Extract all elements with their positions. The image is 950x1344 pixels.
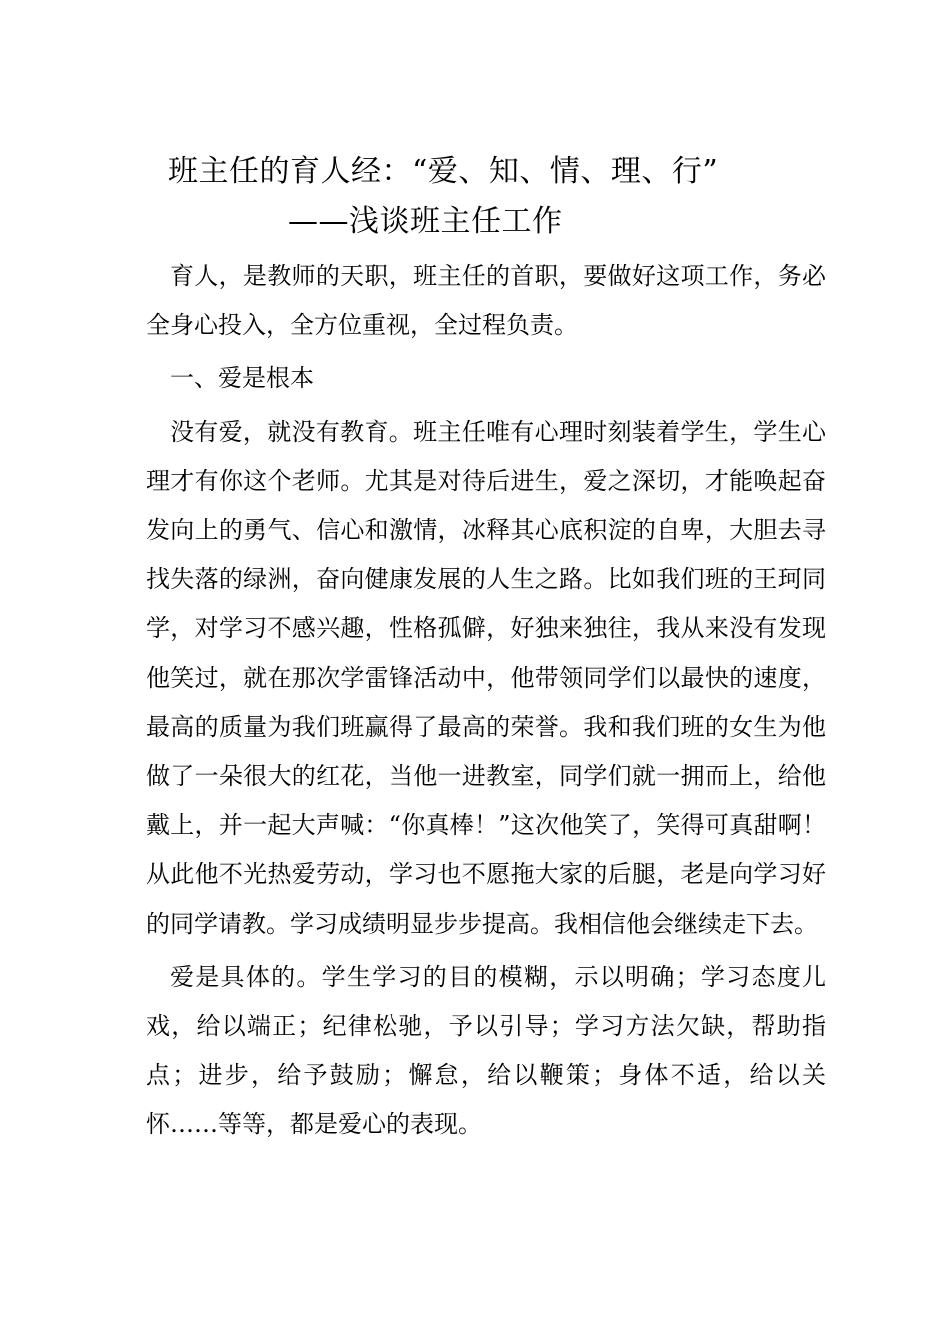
paragraph-love-specific: 爱是具体的。学生学习的目的模糊，示以明确；学习态度儿戏，给以端正；纪律松驰，予以引导；学习方法欠缺，帮助指点；进步，给予鼓励；懈怠，给以鞭策；身体不适，给以关怀……等等，都是爱心的表现。 (146, 962, 826, 1139)
document-body (146, 252, 826, 1150)
paragraph-intro: 育人，是教师的天职，班主任的首职，要做好这项工作，务必全身心投入，全方位重视，全过程负责。 (146, 262, 826, 340)
document-subtitle: ——浅谈班主任工作 (288, 204, 563, 239)
section-heading: 一、爱是根本 (170, 364, 314, 393)
document-title: 班主任的育人经：“爱、知、情、理、行” (168, 154, 719, 189)
paragraph-love-story: 没有爱，就没有教育。班主任唯有心理时刻装着学生，学生心理才有你这个老师。尤其是对待后进生，爱之深切，才能唤起奋发向上的勇气、信心和激情，冰释其心底积淀的自卑，大胆去寻找失落的绿洲，奋向健康发展的人生之路。比如我们班的王珂同学，对学习不感兴趣，性格孤僻，好独来独往，我从来没有发现他笑过，就在那次学雷锋活动中，他带领同学们以最快的速度，最高的质量为我们班赢得了最高的荣誉。我和我们班的女生为他做了一朵很大的红花，当他一进教室，同学们就一拥而上，给他戴上，并一起大声喊：“你真棒！”这次他笑了，笑得可真甜啊！从此他不光热爱劳动，学习也不愿拖大家的后腿，老是向学习好的同学请教。学习成绩明显步步提高。我相信他会继续走下去。 (146, 417, 826, 938)
